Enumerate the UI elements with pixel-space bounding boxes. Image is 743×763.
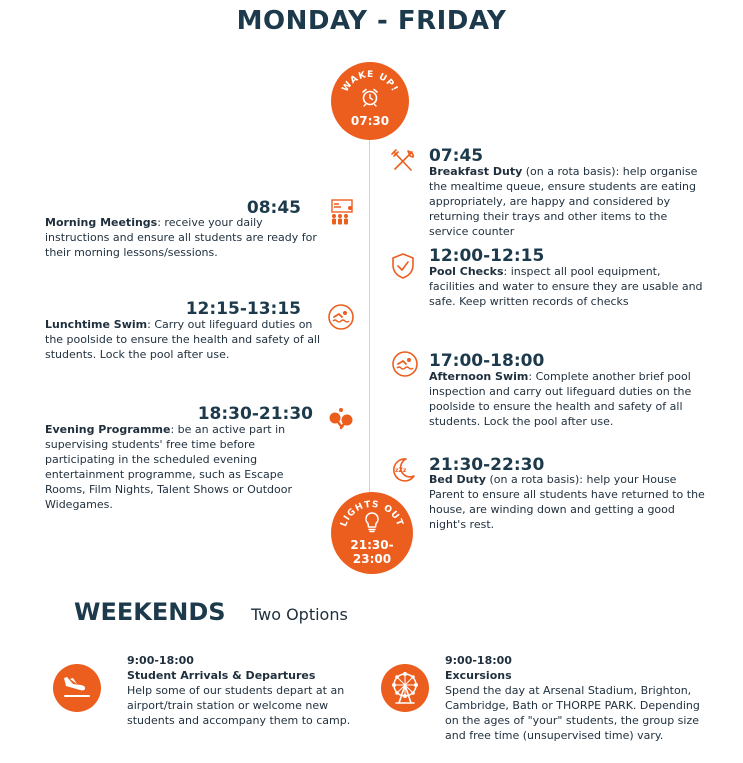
weekends-subtitle: Two Options [251,605,348,624]
option2-description: Spend the day at Arsenal Stadium, Brighton, Cambridge, Bath or THORPE PARK. Depending on the ages of "your" students, the group size and free time (unsupervised time) vary. [445,684,700,742]
alarm-clock-icon [360,87,380,107]
evening-description [45,422,315,512]
weekends-title: WEEKENDS [74,598,226,626]
evening-time: 18:30-21:30 [197,404,313,424]
option1-title: Student Arrivals & Departures [127,669,316,682]
afternoon-time: 17:00-18:00 [429,351,545,371]
afternoon-description [429,369,709,429]
breakfast-text: (on a rota basis): help organise the mealtime queue, ensure students are eating appropriately, are happy and considered by returning their trays and other items to the service counter [429,165,698,238]
swimmer-icon [327,303,355,331]
airplane-badge [53,664,101,712]
bed-description [429,472,709,532]
pool-checks-time: 12:00-12:15 [429,246,545,266]
lunch-title: Lunchtime Swim [45,318,148,331]
swimmer-icon [391,350,419,378]
lights-out-time-line1: 21:30- [350,538,394,552]
lightbulb-icon [363,511,381,533]
lights-out-badge [331,492,413,574]
wake-up-label: WAKE UP! [340,69,400,94]
morning-title: Morning Meetings [45,216,158,229]
ferris-wheel-icon [387,669,423,707]
bed-time: 21:30-22:30 [429,455,545,475]
pool-checks-title: Pool Checks [429,265,504,278]
breakfast-time: 07:45 [429,146,484,166]
pool-checks-text: : inspect all pool equipment, facilities and water to ensure they are usable and safe. Keep written records of checks [429,265,703,308]
airplane-landing-icon [61,674,93,702]
ferris-wheel-badge [381,664,429,712]
morning-text: : receive your daily instructions and ensure all students are ready for their morning lessons/sessions. [45,216,317,259]
pool-checks-description [429,264,709,309]
svg-text:zZz: zZz [395,467,407,474]
lunch-text: : Carry out lifeguard duties on the poolside to ensure the health and safety of all students. Lock the pool after use. [45,318,321,361]
option1-time: 9:00-18:00 [127,654,194,667]
option2-time: 9:00-18:00 [445,654,512,667]
lights-out-time-line2: 23:00 [352,552,392,566]
page-title: MONDAY - FRIDAY [236,6,507,36]
morning-time: 08:45 [246,198,301,218]
breakfast-description [429,164,709,239]
bed-title: Bed Duty [429,473,486,486]
evening-text: : be an active part in supervising students' free time before participating in the scheduled evening entertainment programme, such as Escape Rooms, Film Nights, Talent Shows or Outdoor Widegames. [45,423,292,511]
evening-title: Evening Programme [45,423,171,436]
timeline-line [369,128,370,508]
shield-check-icon [389,252,417,280]
wake-up-time: 07:30 [350,114,390,128]
lunch-description [45,317,325,362]
option1-description: Help some of our students depart at an airport/train station or welcome new students and accompany them to camp. [127,684,351,727]
presentation-icon [327,198,355,226]
lights-out-label: LIGHTS OUT [339,499,405,529]
ping-pong-icon [327,404,355,432]
sleep-icon [389,456,417,484]
wake-up-badge [331,62,409,140]
lights-out-time [331,538,413,566]
option2-title: Excursions [445,669,512,682]
morning-description [45,215,325,260]
lunch-time: 12:15-13:15 [185,299,301,319]
afternoon-title: Afternoon Swim [429,370,529,383]
breakfast-title: Breakfast Duty [429,165,523,178]
bed-text: (on a rota basis): help your House Parent to ensure all students have returned to the house, are winding down and getting a good night's rest. [429,473,705,531]
afternoon-text: : Complete another brief pool inspection and carry out lifeguard duties on the poolside to ensure the health and safety of all students. Lock the pool after use. [429,370,692,428]
fork-knife-icon [389,147,417,175]
